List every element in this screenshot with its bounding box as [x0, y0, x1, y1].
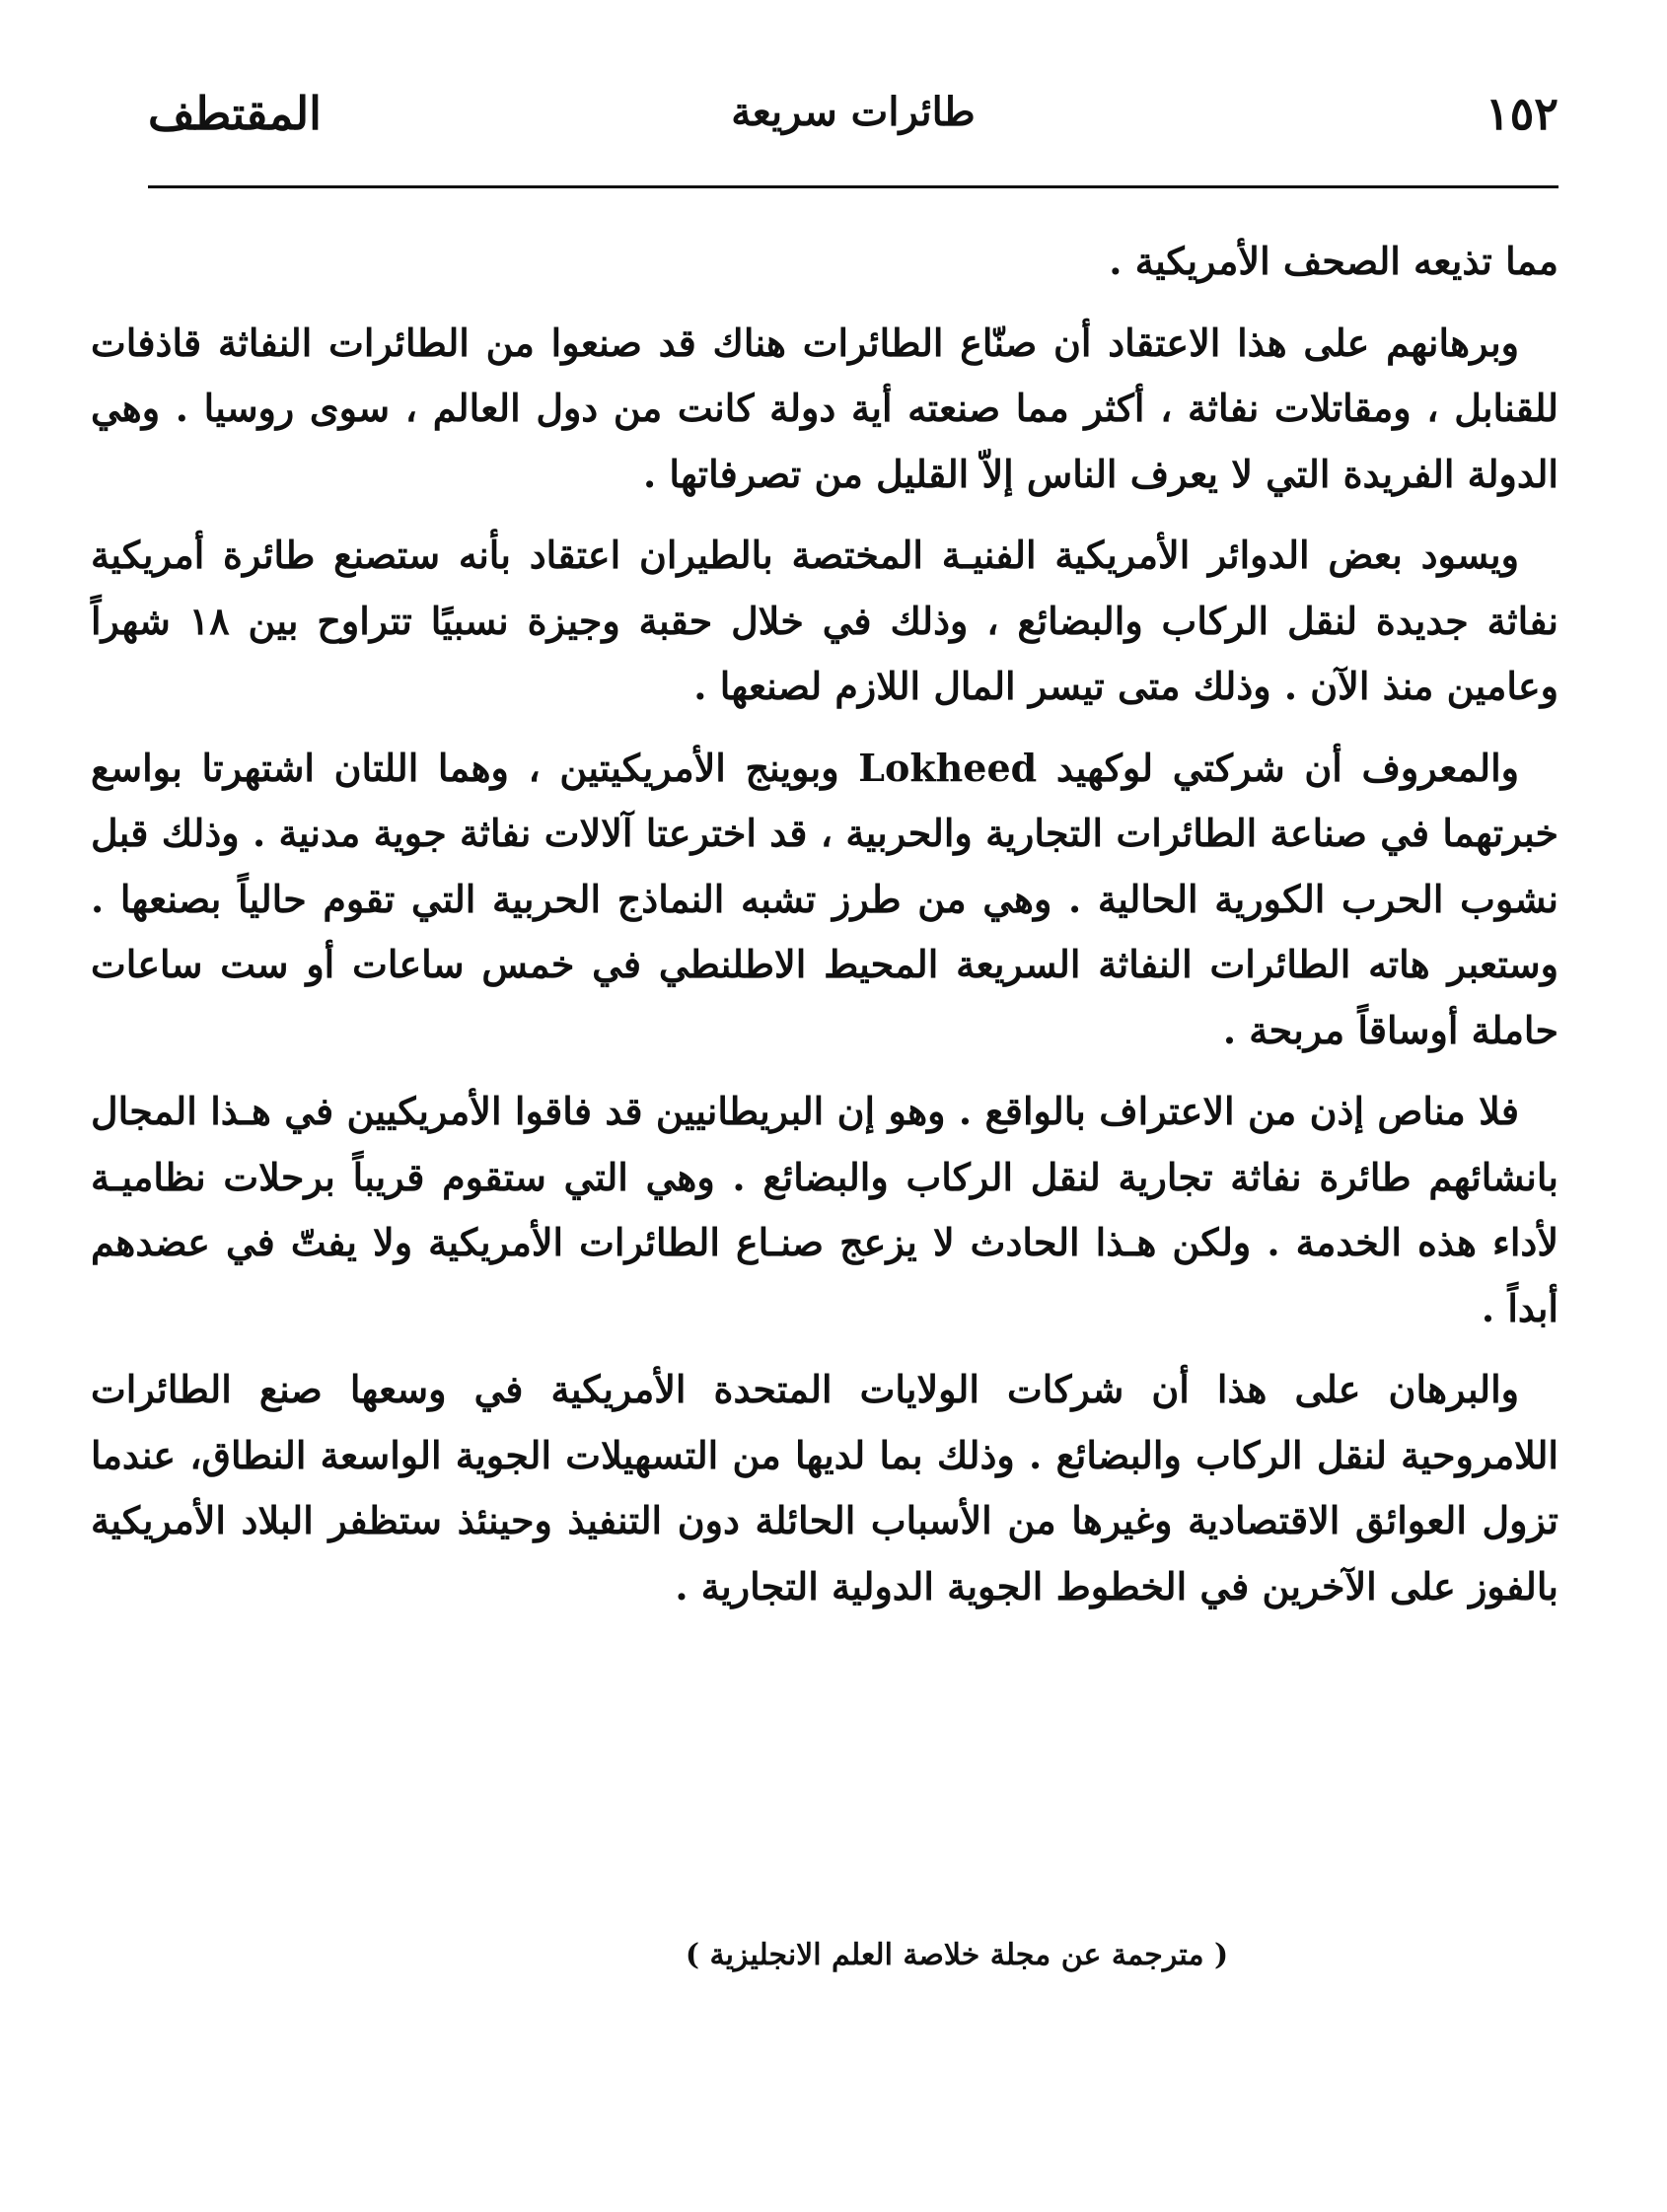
- header-divider: [148, 185, 1558, 188]
- page-header: [148, 87, 1558, 166]
- article-title: طائرات سريعة: [731, 89, 976, 135]
- page-number: ١٥٢: [1485, 87, 1558, 140]
- article-body: [91, 229, 1558, 1635]
- journal-name: المقتطف: [148, 87, 322, 140]
- source-note: [0, 1938, 1667, 1972]
- paragraph: مما تذيعه الصحف الأمريكية .: [1109, 239, 1558, 283]
- paragraph: والمعروف أن شركتي لوكهيد Lokheed وبوينج الأمريكيتين ، وهما اللتان اشتهرتا بواسع خبرتهما في صناعة الطائرات التجارية والحربية ، قد اخترعتا آلالات نفاثة جوية مدنية . وذلك قبل نشوب الحرب الكورية الحالية . وهي من طرز تشبه النماذج الحربية التي تقوم حالياً بصنعها . وستعبر هاته الطائرات النفاثة السريعة المحيط الاطلنطي في خمس ساعات أو ست ساعات حاملة أوساقاً مربحة .: [91, 745, 1558, 1052]
- source-note-text: ( مترجمة عن مجلة خلاصة العلم الانجليزية ): [685, 1938, 1229, 1972]
- paragraph: ويسود بعض الدوائر الأمريكية الفنيـة المختصة بالطيران اعتقاد بأنه ستصنع طائرة أمريكية نفاثة جديدة لنقل الركاب والبضائع ، وذلك في خلال حقبة وجيزة نسبيًا تتراوح بين ١٨ شهراً وعامين منذ الآن . وذلك متى تيسر المال اللازم لصنعها .: [91, 533, 1559, 708]
- paragraph: والبرهان على هذا أن شركات الولايات المتحدة الأمريكية في وسعها صنع الطائرات اللامروحية لنقل الركاب والبضائع . وذلك بما لديها من التسهيلات الجوية الواسعة النطاق، عندما تزول العوائق الاقتصادية وغيرها من الأسباب الحائلة دون التنفيذ وحينئذ ستظفر البلاد الأمريكية بالفوز على الآخرين في الخطوط الجوية الدولية التجارية .: [91, 1367, 1558, 1608]
- paragraph: فلا مناص إذن من الاعتراف بالواقع . وهو إن البريطانيين قد فاقوا الأمريكيين في هـذا المجال بانشائهم طائرة نفاثة تجارية لنقل الركاب والبضائع . وهي التي ستقوم قريباً برحلات نظاميـة لأداء هذه الخدمة . ولكن هـذا الحادث لا يزعج صنـاع الطائرات الأمريكية ولا يفتّ في عضدهم أبداً .: [91, 1089, 1558, 1330]
- paragraph: وبرهانهم على هذا الاعتقاد أن صنّاع الطائرات هناك قد صنعوا من الطائرات النفاثة قاذفات للقنابل ، ومقاتلات نفاثة ، أكثر مما صنعته أية دولة كانت من دول العالم ، سوى روسيا . وهي الدولة الفريدة التي لا يعرف الناس إلاّ القليل من تصرفاتها .: [91, 320, 1558, 496]
